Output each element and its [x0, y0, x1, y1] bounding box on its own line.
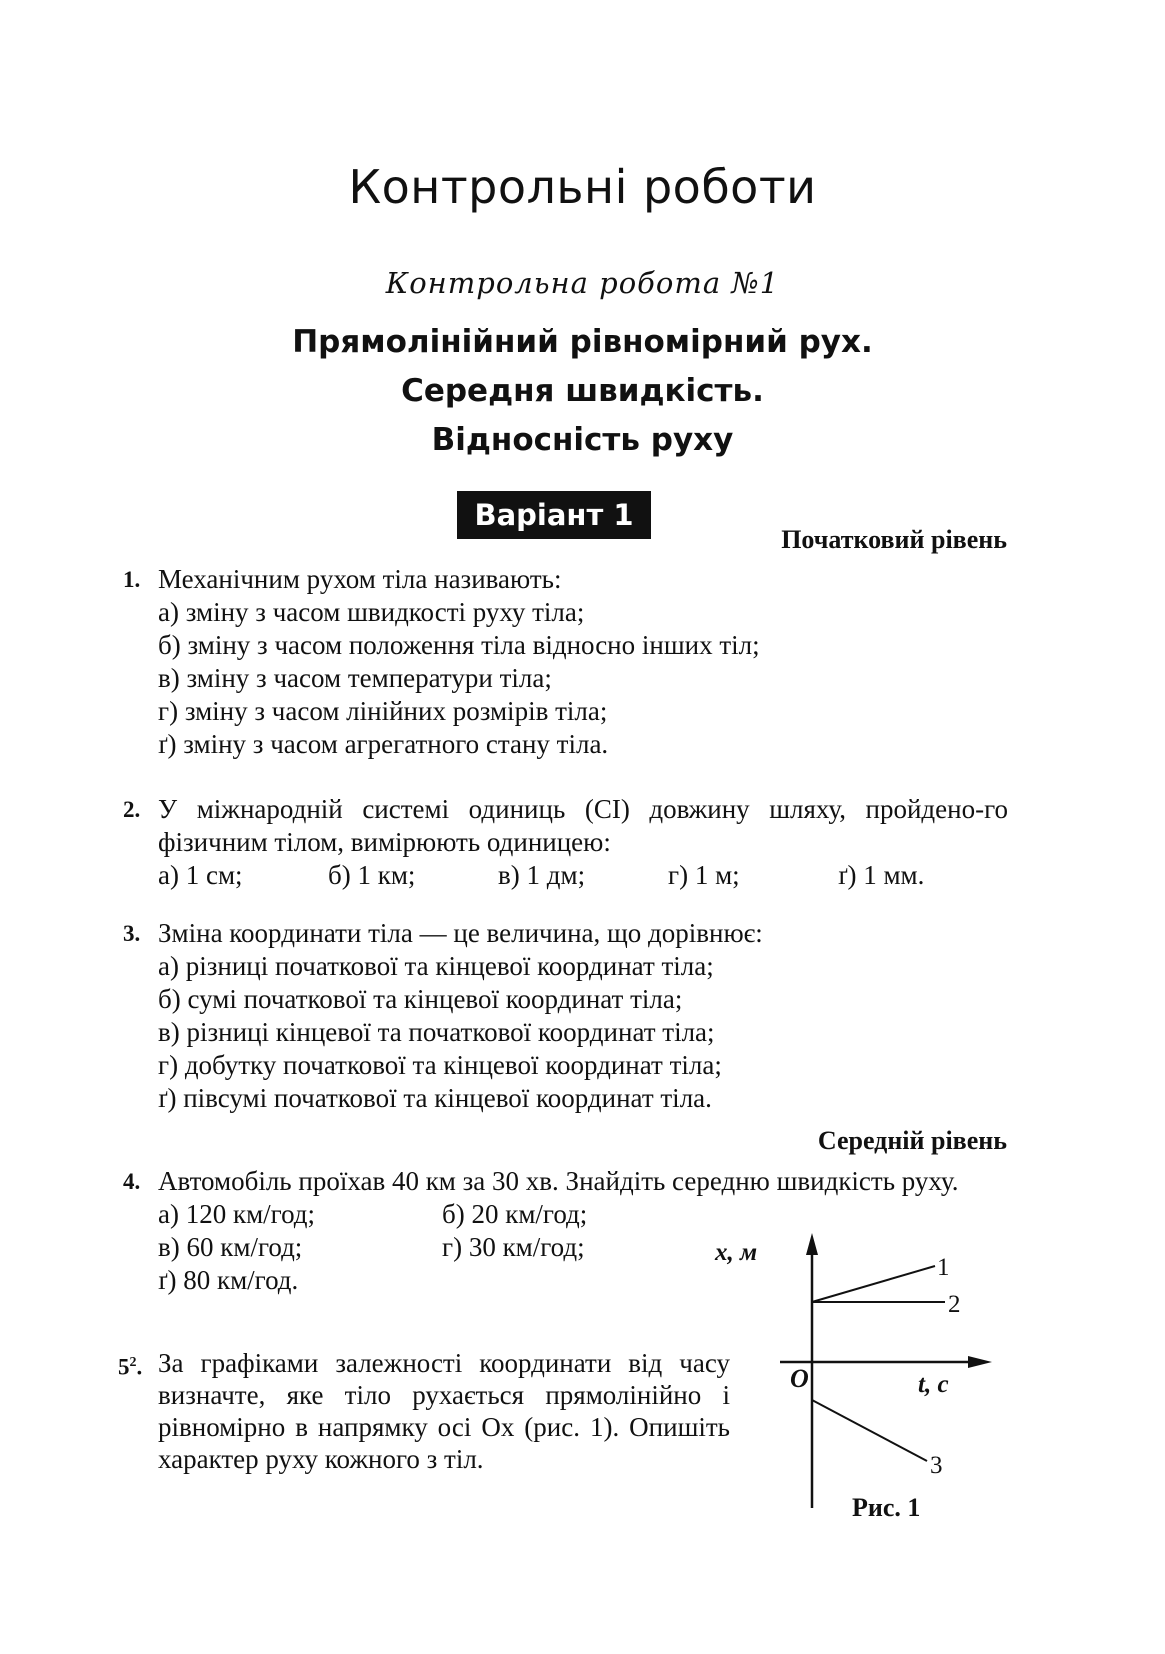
question-1 [123, 563, 1008, 761]
answer-option: а) зміну з часом швидкості руху тіла; [158, 597, 585, 627]
answer-option: г) 30 км/год; [442, 1232, 585, 1262]
answer-option: ґ) зміну з часом агрегатного стану тіла. [158, 729, 609, 759]
question-number: 3. [123, 921, 141, 946]
variant-badge: Варіант 1 [457, 491, 651, 539]
y-axis-label: x, м [715, 1239, 758, 1266]
answer-option: в) 1 дм; [498, 860, 586, 890]
graph-line-1 [812, 1266, 935, 1302]
answer-option: ґ) 80 км/год. [158, 1265, 299, 1295]
origin-label: O [790, 1364, 809, 1393]
answer-option: а) 1 см; [158, 860, 243, 890]
line-label-3: 3 [930, 1452, 943, 1479]
answer-option: г) 1 м; [668, 860, 740, 890]
x-axis-arrow-icon [968, 1356, 992, 1368]
answer-option: в) різниці кінцевої та початкової координат тіла; [158, 1017, 715, 1047]
topic-line: Прямолінійний рівномірний рух. [292, 324, 873, 360]
question-number: 1. [123, 567, 141, 592]
level-heading-middle: Середній рівень [817, 1126, 1007, 1155]
answer-option: г) зміну з часом лінійних розмірів тіла; [158, 696, 608, 726]
answer-option: б) сумі початкової та кінцевої координат тіла; [158, 984, 683, 1014]
question-2 [123, 793, 1008, 892]
coordinate-time-graph [715, 1225, 1025, 1515]
line-label-1: 1 [937, 1254, 950, 1281]
question-number: 2. [123, 797, 141, 822]
answer-option: а) 120 км/год; [158, 1199, 316, 1229]
answer-option: в) зміну з часом температури тіла; [158, 663, 552, 693]
question-3 [123, 917, 1008, 1115]
page-title: Контрольні роботи [348, 160, 817, 214]
test-topic [0, 318, 1165, 465]
answer-option: б) зміну з часом положення тіла відносно інших тіл; [158, 630, 760, 660]
difficulty-superscript: 2 [129, 1355, 137, 1370]
answer-option: а) різниці початкової та кінцевої координат тіла; [158, 951, 714, 981]
answer-option: б) 20 км/год; [442, 1199, 588, 1229]
topic-line: Середня швидкість. [401, 373, 764, 409]
question-number: $5^2$. [118, 1354, 143, 1380]
graph-line-3 [812, 1400, 927, 1461]
question-stem: Автомобіль проїхав 40 км за 30 хв. Знайдіть середню швидкість руху. [158, 1166, 959, 1196]
question-number: 4. [123, 1169, 141, 1194]
answer-option: в) 60 км/год; [158, 1232, 303, 1262]
answer-options-row [158, 859, 1008, 892]
y-axis-arrow-icon [806, 1233, 818, 1255]
answer-option: ґ) півсумі початкової та кінцевої координат тіла. [158, 1083, 712, 1113]
line-label-2: 2 [948, 1291, 961, 1318]
x-axis-label: t, с [918, 1371, 949, 1398]
topic-line: Відносність руху [431, 422, 734, 458]
level-heading-initial: Початковий рівень [781, 525, 1007, 554]
figure-caption: Рис. 1 [852, 1493, 921, 1522]
question-stem: Механічним рухом тіла називають: [158, 564, 562, 594]
answer-option: г) добутку початкової та кінцевої координат тіла; [158, 1050, 722, 1080]
test-subtitle: Контрольна робота №1 [385, 266, 780, 300]
question-number-main: 5 [118, 1354, 130, 1380]
answer-option: б) 1 км; [328, 860, 416, 890]
question-stem: У міжнародній системі одиниць (СІ) довжину шляху, пройдено-го фізичним тілом, вимірюють одиницею: [158, 794, 1008, 857]
answer-option: ґ) 1 мм. [838, 860, 925, 890]
question-stem: Зміна координати тіла — це величина, що дорівнює: [158, 918, 763, 948]
question-stem: За графіками залежності координати від часу визначте, яке тіло рухається прямолінійно і рівномірно в напрямку осі Ox (рис. 1). Опишіть характер руху кожного з тіл. [158, 1348, 730, 1474]
question-5 [118, 1347, 730, 1475]
